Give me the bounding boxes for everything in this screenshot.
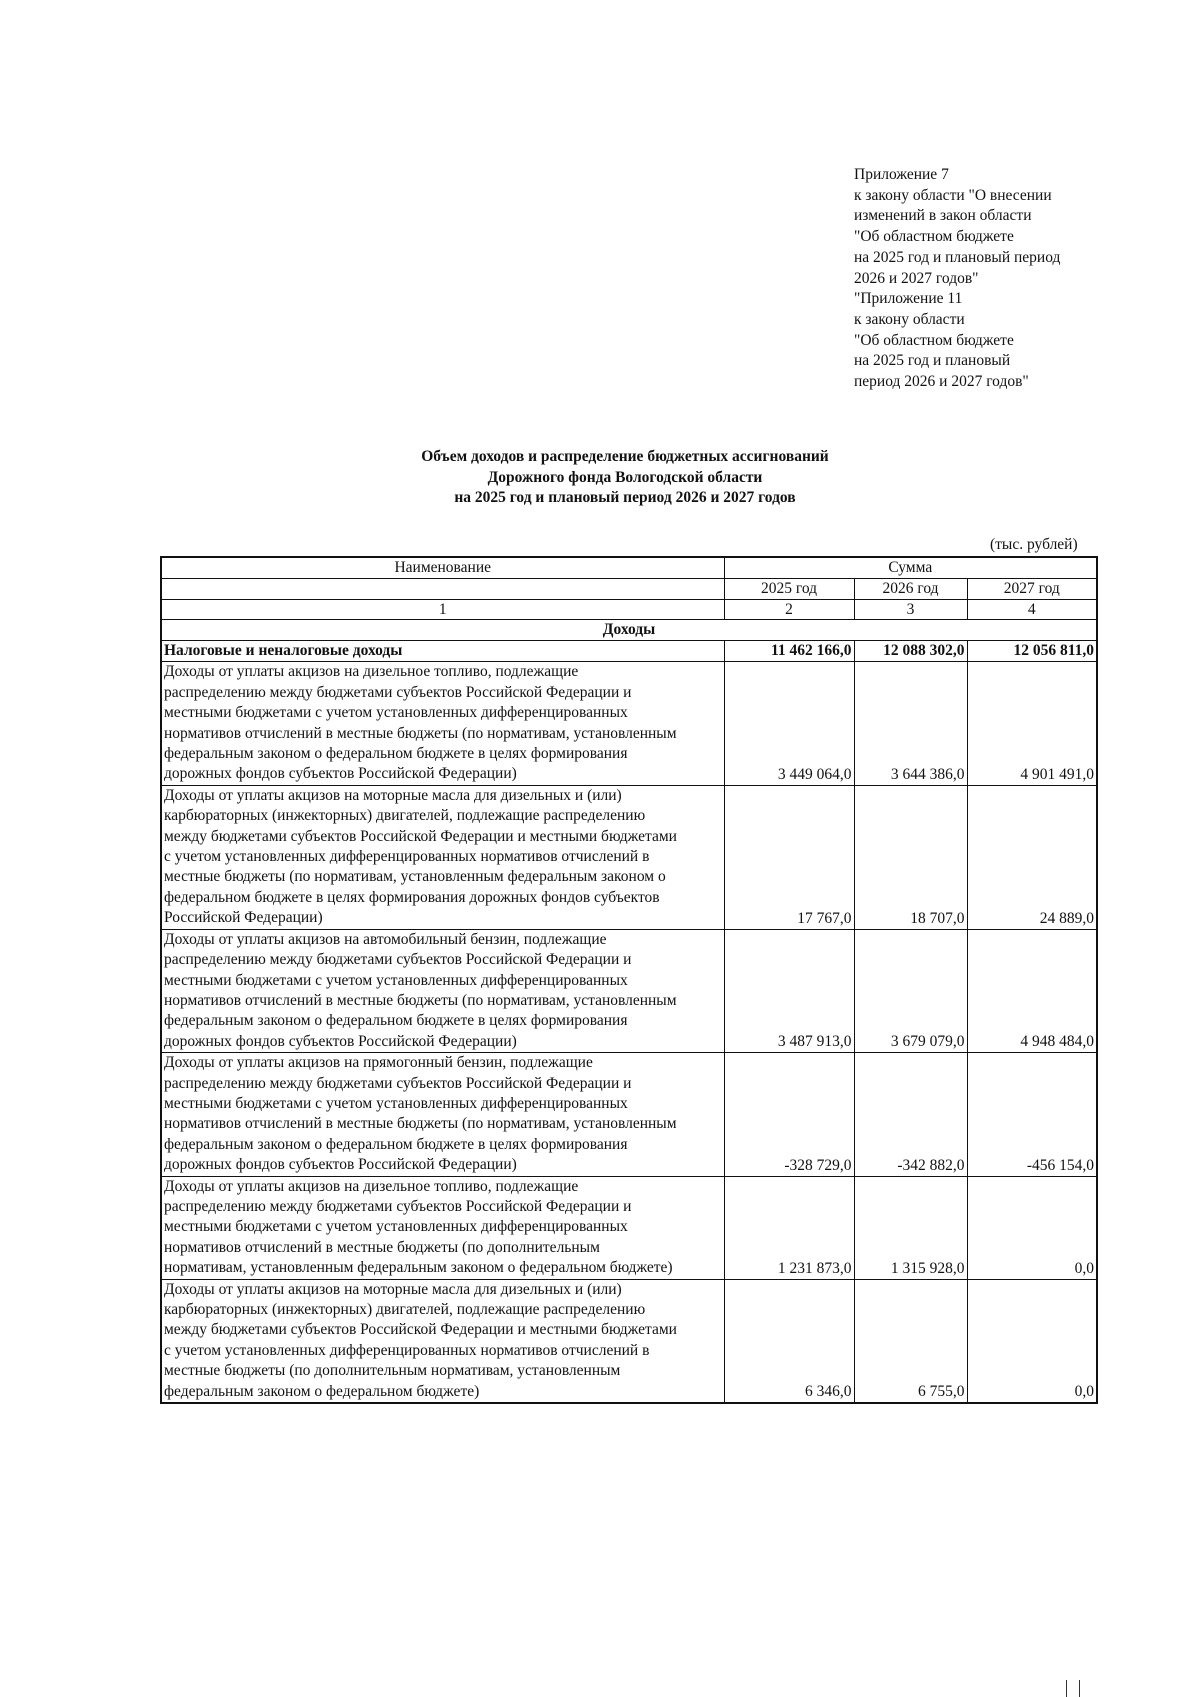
appendix-line: 2026 и 2027 годов" xyxy=(854,269,979,287)
appendix-line: к закону области xyxy=(854,310,965,328)
title-line: Объем доходов и распределение бюджетных ассигнований xyxy=(421,448,829,465)
appendix-line: "Приложение 11 xyxy=(854,290,963,308)
row-name-line: нормативов отчислений в местные бюджеты (по нормативам, установленным xyxy=(164,724,677,742)
row-name xyxy=(161,1176,724,1279)
appendix-line: период 2026 и 2027 годов" xyxy=(854,373,1029,391)
year-header: 2025 год xyxy=(724,579,854,600)
header-name: Наименование xyxy=(161,557,724,579)
total-name: Налоговые и неналоговые доходы xyxy=(161,641,724,662)
total-row xyxy=(161,641,1097,662)
row-name-line: Доходы от уплаты акцизов на дизельное топливо, подлежащие xyxy=(164,1177,579,1195)
row-name-line: между бюджетами субъектов Российской Федерации и местными бюджетами xyxy=(164,1321,677,1339)
row-name-line: дорожных фондов субъектов Российской Федерации) xyxy=(164,765,517,783)
row-name-line: дорожных фондов субъектов Российской Федерации) xyxy=(164,1032,517,1050)
row-name-line: Доходы от уплаты акцизов на автомобильный бензин, подлежащие xyxy=(164,930,607,948)
table-row xyxy=(161,1176,1097,1279)
table-row xyxy=(161,929,1097,1052)
row-name-line: распределению между бюджетами субъектов Российской Федерации и xyxy=(164,1074,632,1092)
row-name-line: дорожных фондов субъектов Российской Федерации) xyxy=(164,1156,517,1174)
row-name-line: с учетом установленных дифференцированных нормативов отчислений в xyxy=(164,1341,650,1359)
row-value: 0,0 xyxy=(967,1279,1097,1403)
appendix-line: "Об областном бюджете xyxy=(854,331,1014,349)
row-value: 24 889,0 xyxy=(967,785,1097,929)
row-value: 3 487 913,0 xyxy=(724,929,854,1052)
row-name-line: карбюраторных (инжекторных) двигателей, подлежащие распределению xyxy=(164,1301,646,1318)
row-value: 1 315 928,0 xyxy=(854,1176,967,1279)
row-name-line: нормативов отчислений в местные бюджеты (по дополнительным xyxy=(164,1238,600,1256)
title-line: Дорожного фонда Вологодской области xyxy=(487,468,763,486)
column-number: 1 xyxy=(161,600,724,620)
row-name-line: нормативам, установленным федеральным законом о федеральном бюджете) xyxy=(164,1259,673,1277)
appendix-line: на 2025 год и плановый xyxy=(854,352,1011,370)
column-number: 2 xyxy=(724,600,854,620)
row-name-line: местными бюджетами с учетом установленных дифференцированных xyxy=(164,704,628,722)
row-name xyxy=(161,1053,724,1176)
row-name xyxy=(161,1279,724,1403)
section-title: Доходы xyxy=(161,620,1097,641)
row-value: 17 767,0 xyxy=(724,785,854,929)
units-label: (тыс. рублей) xyxy=(990,536,1078,553)
row-value: 3 449 064,0 xyxy=(724,662,854,785)
row-value: 6 755,0 xyxy=(854,1279,967,1403)
row-name-line: местными бюджетами с учетом установленных дифференцированных xyxy=(164,1094,628,1112)
row-value: 4 948 484,0 xyxy=(967,929,1097,1052)
year-header: 2026 год xyxy=(854,579,967,600)
row-value: -342 882,0 xyxy=(854,1053,967,1176)
table-row xyxy=(161,1279,1097,1403)
empty-cell xyxy=(161,579,724,600)
row-name-line: федеральным законом о федеральном бюджете) xyxy=(164,1382,480,1400)
document-title xyxy=(300,447,950,509)
appendix-line: изменений в закон области xyxy=(854,207,1032,225)
row-name-line: Доходы от уплаты акцизов на дизельное топливо, подлежащие xyxy=(164,663,579,681)
row-name-line: местные бюджеты (по нормативам, установленным федеральным законом о xyxy=(164,868,666,886)
row-value: 4 901 491,0 xyxy=(967,662,1097,785)
budget-table xyxy=(160,556,1098,1404)
row-value: 18 707,0 xyxy=(854,785,967,929)
row-name-line: между бюджетами субъектов Российской Федерации и местными бюджетами xyxy=(164,827,677,845)
table-row xyxy=(161,785,1097,929)
row-name xyxy=(161,662,724,785)
column-number-row xyxy=(161,600,1097,620)
appendix-line: к закону области "О внесении xyxy=(854,186,1052,204)
table-row xyxy=(161,1053,1097,1176)
year-header: 2027 год xyxy=(967,579,1097,600)
table-row xyxy=(161,662,1097,785)
column-number: 4 xyxy=(967,600,1097,620)
row-name-line: нормативов отчислений в местные бюджеты (по нормативам, установленным xyxy=(164,1115,677,1133)
row-name-line: с учетом установленных дифференцированных нормативов отчислений в xyxy=(164,848,650,866)
title-line: на 2025 год и плановый период 2026 и 2027 годов xyxy=(454,489,796,506)
row-name-line: федеральным законом о федеральном бюджете в целях формирования xyxy=(164,1135,628,1153)
row-value: -328 729,0 xyxy=(724,1053,854,1176)
row-name-line: местными бюджетами с учетом установленных дифференцированных xyxy=(164,1218,628,1236)
appendix-line: на 2025 год и плановый период xyxy=(854,248,1061,266)
total-value: 11 462 166,0 xyxy=(724,641,854,662)
row-value: -456 154,0 xyxy=(967,1053,1097,1176)
row-name xyxy=(161,785,724,929)
row-value: 6 346,0 xyxy=(724,1279,854,1403)
row-name xyxy=(161,929,724,1052)
row-name-line: федеральном бюджете в целях формирования дорожных фондов субъектов xyxy=(164,888,660,906)
row-value: 1 231 873,0 xyxy=(724,1176,854,1279)
appendix-header xyxy=(854,165,1154,393)
total-value: 12 056 811,0 xyxy=(967,641,1097,662)
column-number: 3 xyxy=(854,600,967,620)
row-name-line: Доходы от уплаты акцизов на моторные масла для дизельных и (или) xyxy=(164,786,622,804)
row-name-line: Доходы от уплаты акцизов на моторные масла для дизельных и (или) xyxy=(164,1280,622,1298)
appendix-line: "Об областном бюджете xyxy=(854,228,1014,246)
row-name-line: распределению между бюджетами субъектов Российской Федерации и xyxy=(164,1197,632,1215)
row-name-line: распределению между бюджетами субъектов Российской Федерации и xyxy=(164,951,632,969)
row-name-line: местные бюджеты (по дополнительным нормативам, установленным xyxy=(164,1362,621,1380)
total-value: 12 088 302,0 xyxy=(854,641,967,662)
row-value: 3 644 386,0 xyxy=(854,662,967,785)
row-value: 3 679 079,0 xyxy=(854,929,967,1052)
row-name-line: Российской Федерации) xyxy=(164,909,323,927)
row-name-line: нормативов отчислений в местные бюджеты (по нормативам, установленным xyxy=(164,991,677,1009)
year-row xyxy=(161,579,1097,600)
page-edge-mark xyxy=(1066,1680,1080,1697)
header-sum: Сумма xyxy=(724,557,1097,579)
row-name-line: Доходы от уплаты акцизов на прямогонный бензин, подлежащие xyxy=(164,1054,593,1072)
row-name-line: карбюраторных (инжекторных) двигателей, подлежащие распределению xyxy=(164,807,646,825)
row-name-line: федеральным законом о федеральном бюджете в целях формирования xyxy=(164,745,628,763)
row-value: 0,0 xyxy=(967,1176,1097,1279)
row-name-line: распределению между бюджетами субъектов Российской Федерации и xyxy=(164,683,632,701)
row-name-line: федеральным законом о федеральном бюджете в целях формирования xyxy=(164,1012,628,1030)
row-name-line: местными бюджетами с учетом установленных дифференцированных xyxy=(164,971,628,989)
section-row xyxy=(161,620,1097,641)
appendix-line: Приложение 7 xyxy=(854,166,949,183)
header-row xyxy=(161,557,1097,579)
